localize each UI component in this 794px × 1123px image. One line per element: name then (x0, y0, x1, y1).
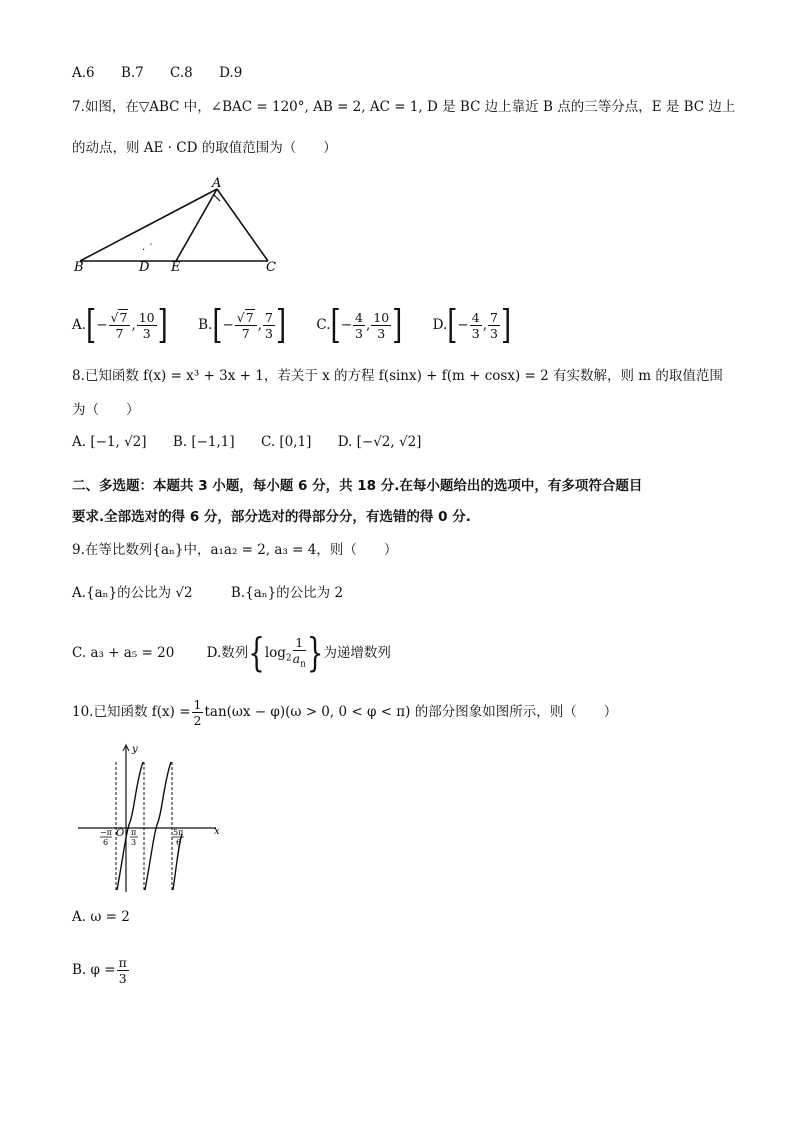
svg-text:5π: 5π (173, 828, 184, 837)
q10-origin-label: O (116, 828, 125, 839)
svg-text:π: π (131, 828, 137, 837)
svg-text:·: · (142, 245, 146, 256)
q10-tan-graph (74, 742, 224, 894)
q9-options-ab (72, 583, 369, 603)
q6-options (72, 63, 268, 83)
q8-stem-line2: 为（ ） (72, 402, 140, 418)
q7-label-d: D (139, 260, 150, 275)
section2-heading-line1: 二、多选题：本题共 3 小题，每小题 6 分，共 18 分.在每小题给出的选项中，有多项符合题目 (72, 478, 643, 494)
q6-option-c: C.8 (170, 65, 193, 81)
section2-heading-line2: 要求.全部选对的得 6 分，部分选对的得部分分，有选错的得 0 分. (72, 509, 471, 525)
q9-option-a: A.{aₙ}的公比为 √2 (72, 585, 193, 601)
svg-text:′: ′ (150, 243, 153, 254)
q7-label-a: A (212, 176, 222, 191)
q9-option-d: D.数列{$\log_2$ $\frac{1}{a_n}$ }为递增数列 (206, 631, 391, 677)
q8-option-b: B. [−1,1] (172, 434, 235, 450)
q8-option-d: D. [−√2, √2] (337, 434, 422, 450)
q9-option-c: C. a₃ + a₅ = 20 (72, 645, 175, 662)
q7-option-d: D.[− $\frac{4}{3}$ , $\frac{7}{3}$ ] (432, 303, 512, 348)
svg-text:−π: −π (100, 828, 112, 837)
q10-option-b: B. φ = $\frac{\pi}{3}$ (72, 955, 127, 986)
q7-label-c: C (266, 260, 276, 275)
q9-options-cd (72, 631, 391, 677)
q8-options (72, 432, 447, 452)
q7-option-b: B.[− $\frac{√7}{7}$ , $\frac{7}{3}$ ] (198, 303, 287, 348)
q6-option-b: B.7 (120, 65, 144, 81)
q7-label-b: B (74, 260, 84, 275)
q10-stem: 10.已知函数 f(x) = $\frac{1}{2}$ tan(ωx − φ)(ω > 0, 0 < φ < π) 的部分图象如图所示，则（ ） (72, 697, 618, 728)
q7-label-e: E (171, 260, 181, 275)
q7-option-a: A.[− $\frac{√7}{7}$ , $\frac{10}{3}$ ] (72, 303, 168, 348)
q9-stem: 9.在等比数列{aₙ}中，a₁a₂ = 2, a₃ = 4，则（ ） (72, 542, 398, 558)
q6-option-d: D.9 (219, 65, 243, 81)
q7-triangle-figure (70, 175, 290, 275)
q7-options (72, 303, 537, 348)
q8-stem-line1: 8.已知函数 f(x) = x³ + 3x + 1，若关于 x 的方程 f(sinx) + f(m + cosx) = 2 有实数解，则 m 的取值范围 (72, 368, 723, 384)
q6-option-a: A.6 (72, 65, 95, 81)
q8-option-c: C. [0,1] (260, 434, 312, 450)
q7-option-c: C.[− $\frac{4}{3}$ , $\frac{10}{3}$ ] (316, 303, 403, 348)
svg-text:6: 6 (176, 838, 182, 847)
q7-stem-line2: 的动点，则 AE · CD 的取值范围为（ ） (72, 140, 337, 156)
svg-text:3: 3 (131, 838, 137, 847)
svg-text:6: 6 (103, 838, 109, 847)
q10-axis-x-label: x (214, 826, 220, 837)
q10-option-a: A. ω = 2 (72, 909, 130, 925)
q7-stem-line1: 7.如图，在▽ABC 中，∠BAC = 120°, AB = 2, AC = 1, D 是 BC 边上靠近 B 点的三等分点，E 是 BC 边上 (72, 99, 736, 115)
q9-option-b: B.{aₙ}的公比为 2 (230, 585, 344, 601)
q8-option-a: A. [−1, √2] (72, 434, 147, 450)
q10-axis-y-label: y (132, 744, 138, 755)
